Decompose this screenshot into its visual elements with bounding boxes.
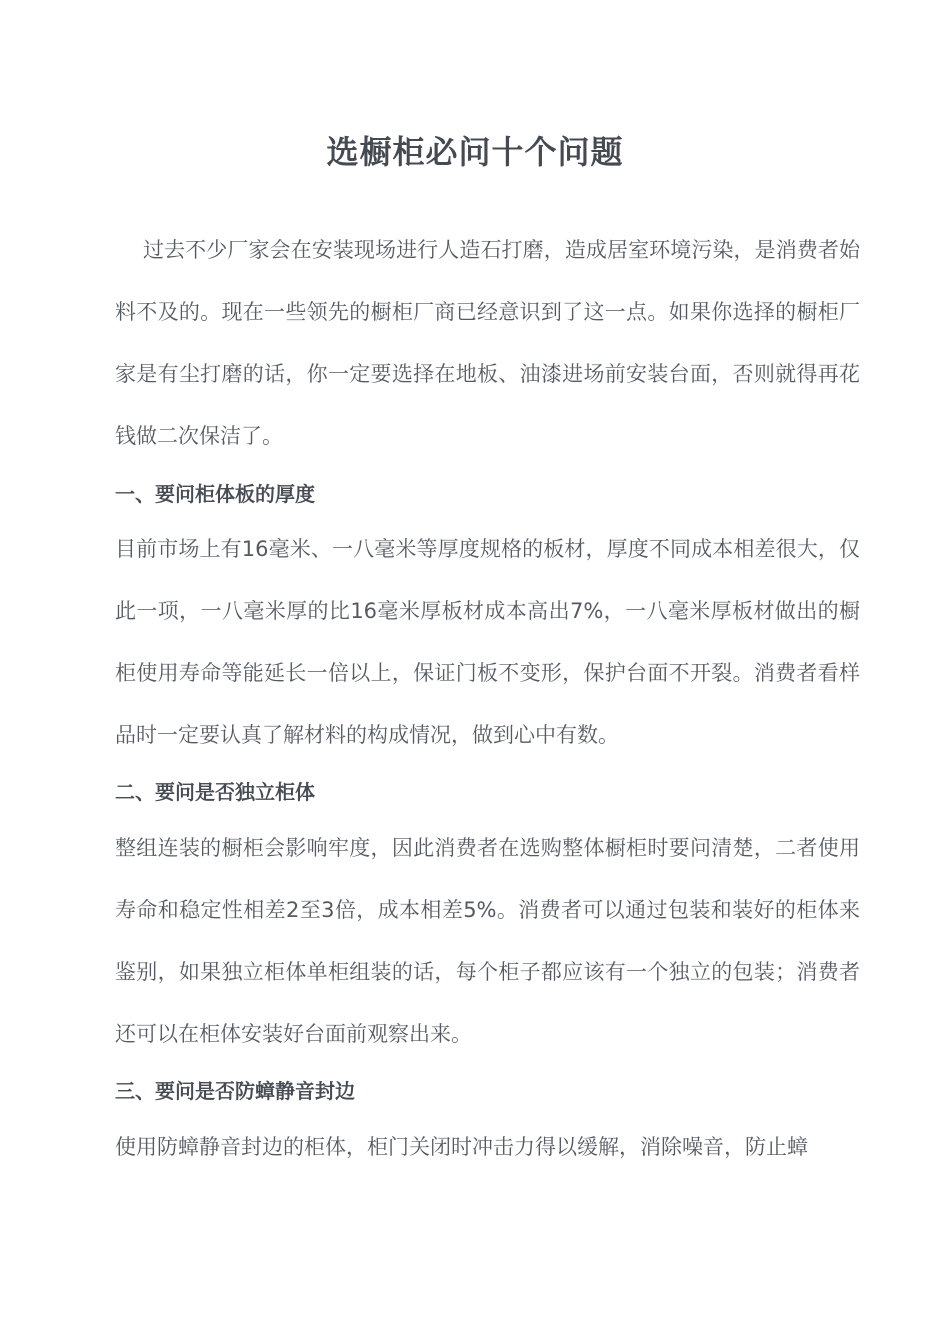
section-body-1: 目前市场上有16毫米、一八毫米等厚度规格的板材，厚度不同成本相差很大，仅此一项，一八毫米厚的比16毫米厚板材成本高出7%，一八毫米厚板材做出的橱柜使用寿命等能延长一倍以上，保证门板不变形，保护台面不开裂。消费者看样品时一定要认真了解材料的构成情况，做到心中有数。 — [115, 537, 860, 747]
intro-paragraph: 过去不少厂家会在安装现场进行人造石打磨，造成居室环境污染，是消费者始料不及的。现在一些领先的橱柜厂商已经意识到了这一点。如果你选择的橱柜厂家是有尘打磨的话，你一定要选择在地板、油漆进场前安装台面，否则就得再花钱做二次保洁了。 — [115, 238, 860, 448]
section-heading-3: 三、要问是否防蟑静音封边 — [115, 1079, 355, 1103]
section-heading-2: 二、要问是否独立柜体 — [115, 780, 315, 804]
document-title: 选橱柜必问十个问题 — [326, 133, 624, 171]
section-heading-1: 一、要问柜体板的厚度 — [115, 482, 315, 506]
section-body-2: 整组连装的橱柜会影响牢度，因此消费者在选购整体橱柜时要问清楚，二者使用寿命和稳定性相差2至3倍，成本相差5%。消费者可以通过包装和装好的柜体来鉴别，如果独立柜体单柜组装的话，每个柜子都应该有一个独立的包装；消费者还可以在柜体安装好台面前观察出来。 — [115, 836, 860, 1046]
section-body-3: 使用防蟑静音封边的柜体，柜门关闭时冲击力得以缓解，消除噪音，防止蟑 — [115, 1135, 808, 1159]
